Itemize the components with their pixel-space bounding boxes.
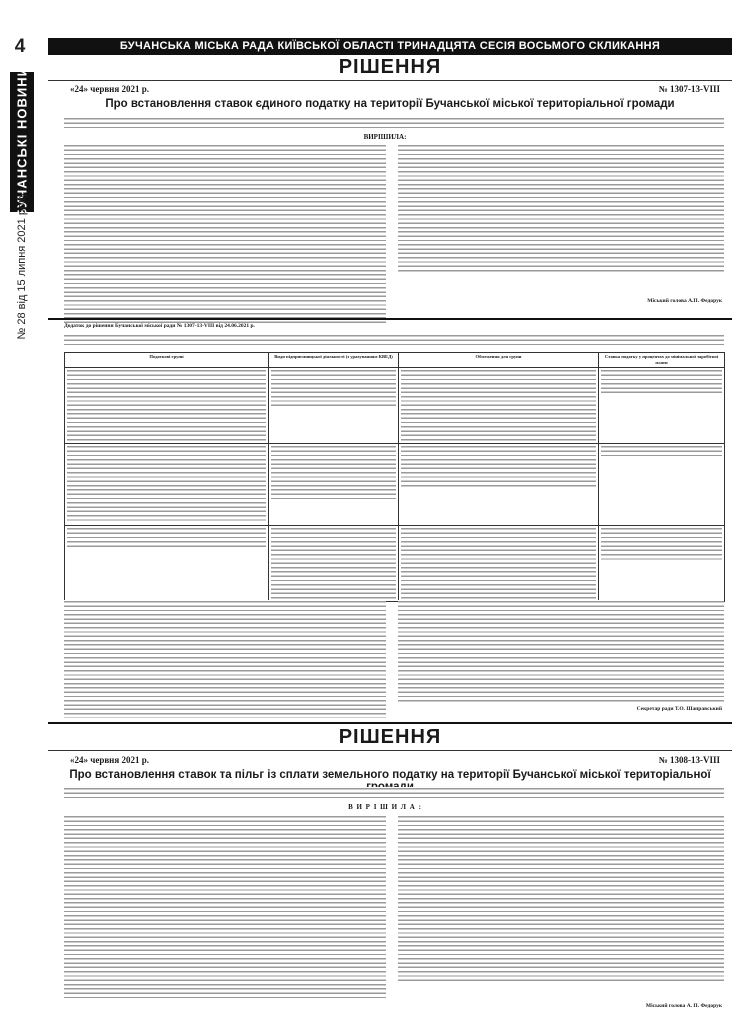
decision1-body-left [64,144,386,326]
annex-description [64,334,724,348]
table-cell [599,444,725,526]
left-sidebar [0,0,40,1024]
divider [48,318,732,320]
table-header: Види підприємницької діяльності (з урахуванням КВЕД) [269,353,399,368]
table-cell [269,444,399,526]
table-cell [65,444,269,526]
decision2-date: «24» червня 2021 р. [70,755,149,765]
table-cell [599,526,725,602]
divider [48,750,732,751]
council-banner: БУЧАНСЬКА МІСЬКА РАДА КИЇВСЬКОЇ ОБЛАСТІ ТРИНАДЦЯТА СЕСІЯ ВОСЬМОГО СКЛИКАННЯ [48,38,732,55]
masthead-text: БУЧАНСЬКІ НОВИНИ [14,66,30,218]
decision2-number: № 1308-13-VIII [658,755,720,765]
table-cell [65,368,269,444]
decision2-title: Про встановлення ставок та пільг із сплати земельного податку на території Бучанської міської територіальної [69,769,711,781]
issue-info [10,192,34,340]
decision1-body-right [398,144,724,274]
issue-text: № 28 від 15 липня 2021 року [16,192,28,340]
decision2-signature: Міський голова А. П. Федорук [645,1003,722,1009]
table-cell [65,526,269,602]
annex-notes-right [398,600,724,704]
table-header: Обмеження для групи [399,353,599,368]
decision1-date: «24» червня 2021 р. [70,84,149,94]
table-cell [399,526,599,602]
annex-notes-left [64,600,386,718]
decision2-heading: РІШЕННЯ [338,726,442,748]
table-cell [399,368,599,444]
tax-groups-table [64,352,725,602]
decision1-signature: Міський голова А.П. Федорук [647,298,722,304]
decision1-heading: РІШЕННЯ [338,56,442,78]
table-header: Податкові групи [65,353,269,368]
decision1-title: Про встановлення ставок єдиного податку на території Бучанської міської територіальної громади [105,98,675,110]
table-cell [399,444,599,526]
decision2-body-left [64,815,386,999]
page-number: 4 [14,36,26,57]
decision2-preamble [64,787,724,801]
annex-secretary: Секретар ради Т.О. Шаправський [636,706,722,712]
decision1-number: № 1307-13-VIII [658,84,720,94]
annex-intro: Додаток до рішення Бучанської міської ради № 1307-13-VIII від 24.06.2021 р. [64,323,255,329]
newspaper-masthead [10,66,34,218]
decision2-body-right [398,815,724,983]
table-cell [599,368,725,444]
decision1-preamble [64,117,724,131]
divider [48,722,732,724]
table-header: Ставка податку у процентах до мінімальної заробітної плати [599,353,725,368]
table-cell [269,368,399,444]
divider [48,80,732,81]
table-cell [269,526,399,602]
decision2-vyrishyla: В И Р І Ш И Л А : [348,803,422,811]
decision1-vyrishyla: ВИРІШИЛА: [363,133,407,141]
